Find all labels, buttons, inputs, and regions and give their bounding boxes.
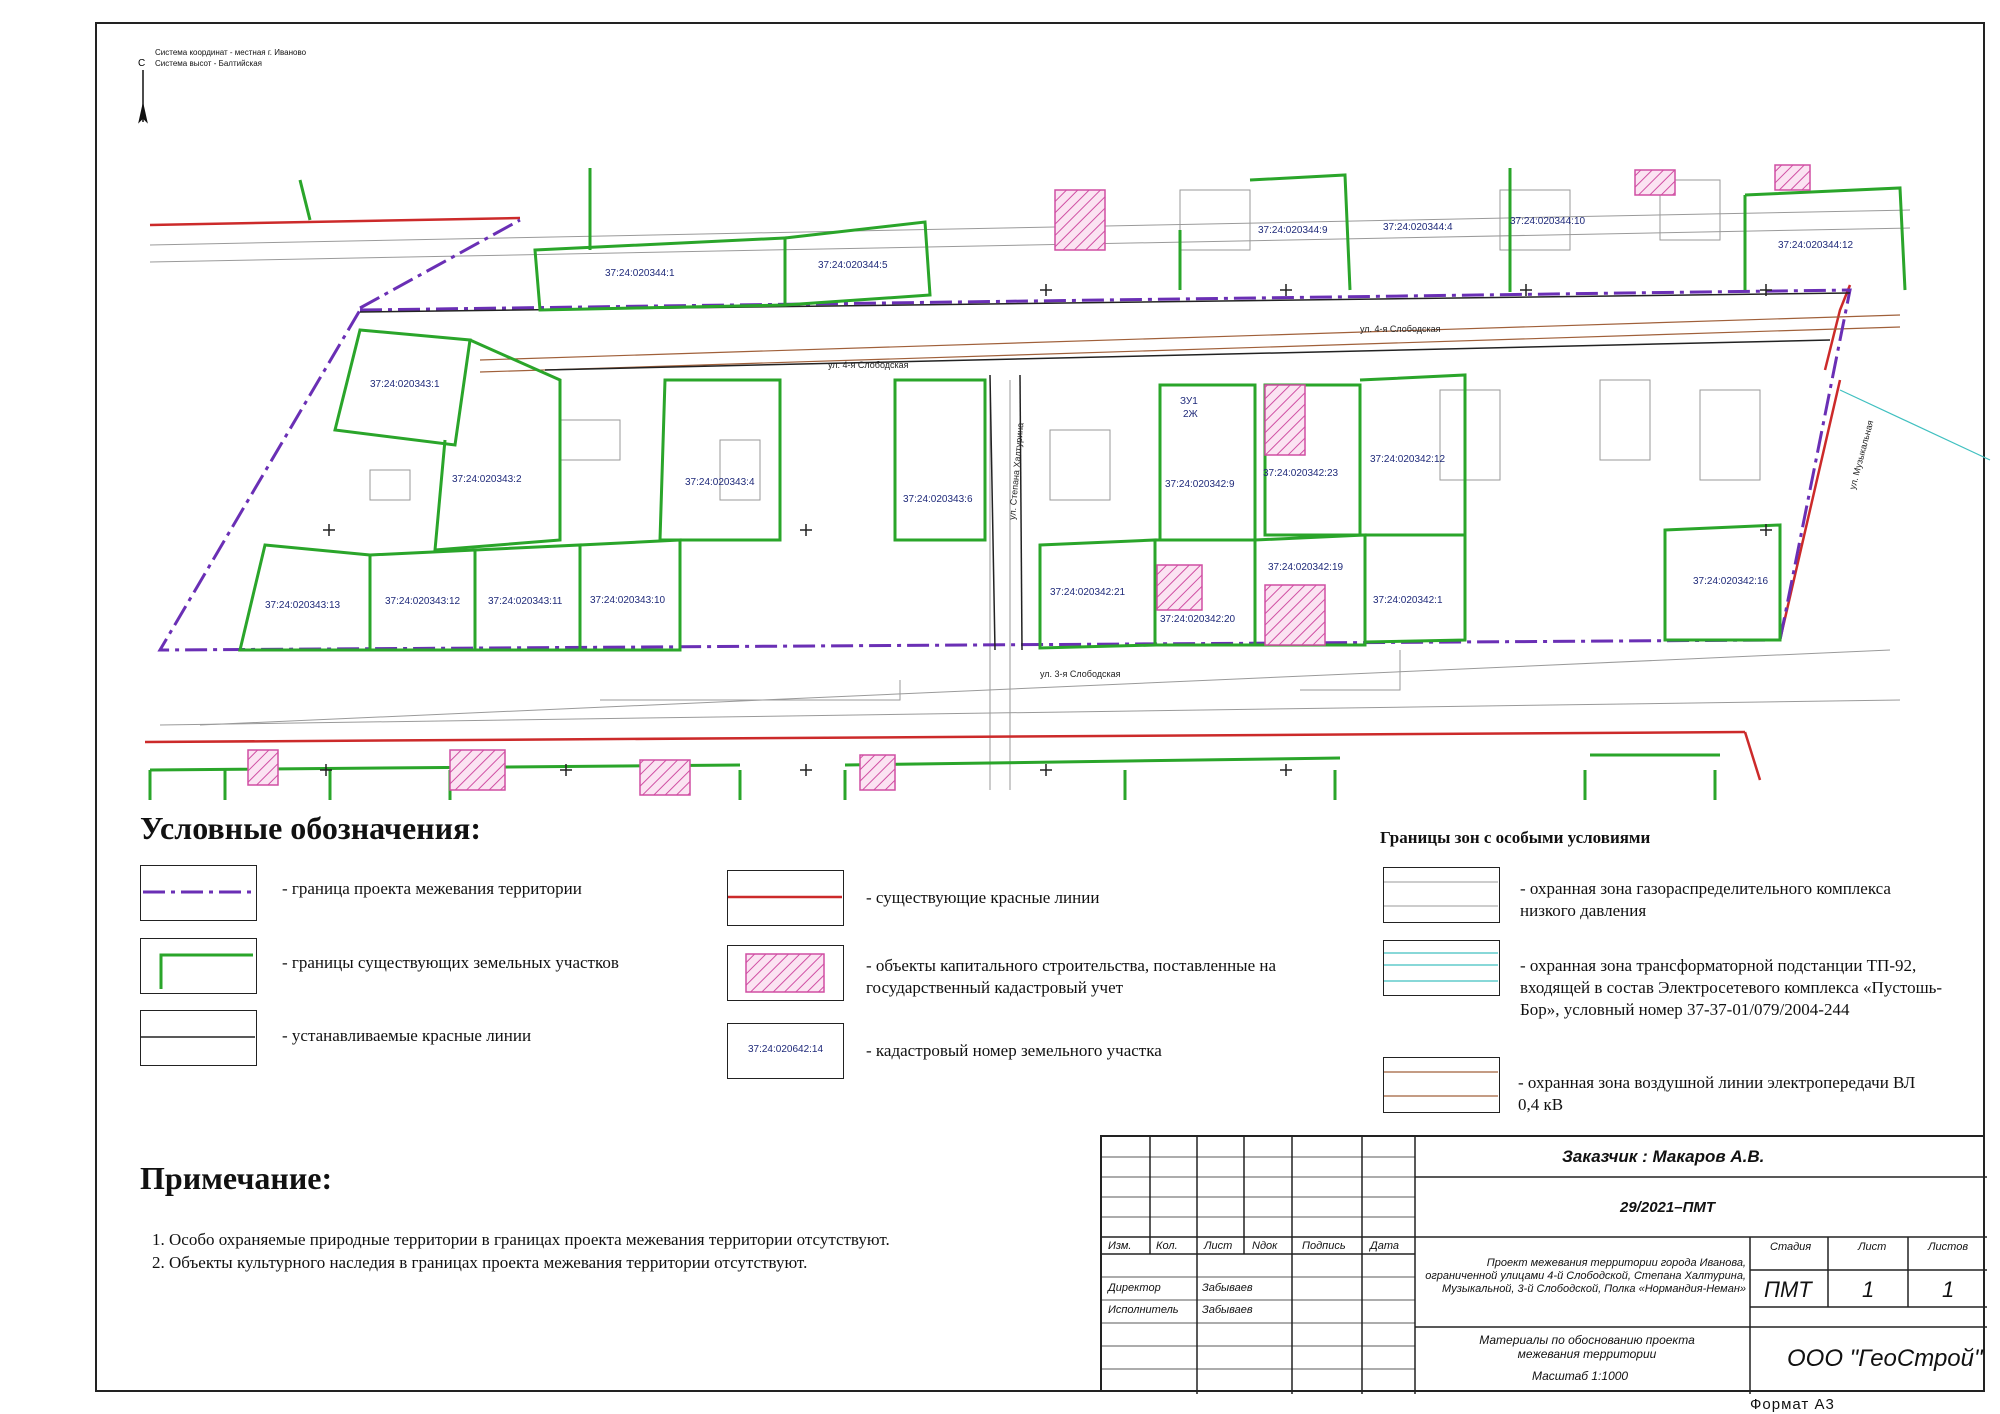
stamp-header: Подпись [1302, 1240, 1346, 1252]
project-code: 29/2021–ПМТ [1620, 1199, 1716, 1216]
stage-label: Стадия [1770, 1241, 1812, 1253]
stage-value: ПМТ [1764, 1277, 1812, 1302]
legend-item-cadastral-number: - кадастровый номер земельного участка [866, 1041, 1162, 1060]
sheet-value: 1 [1862, 1277, 1875, 1302]
plot-label: 37:24:020342:16 [1693, 576, 1769, 587]
project-boundary-2 [360, 220, 520, 308]
sheet-format: Формат А3 [1750, 1396, 1835, 1413]
legend-item-existing-red: - существующие красные линии [866, 888, 1100, 907]
street-label: ул. Степана Халтурина [1007, 422, 1026, 521]
title-block [1100, 1135, 1985, 1392]
legend-item-established-red: - устанавливаемые красные линии [282, 1026, 532, 1045]
zu-label: ЗУ1 [1180, 396, 1198, 407]
sheet-label: Лист [1858, 1241, 1887, 1253]
stamp-header: Лист [1204, 1240, 1233, 1252]
zone-swatch-tp [1383, 940, 1500, 996]
plot-label: 37:24:020342:12 [1370, 454, 1446, 465]
plot-label: 37:24:020342:9 [1165, 479, 1235, 490]
plot-label: 37:24:020342:23 [1263, 468, 1339, 479]
plot-borders [150, 168, 1905, 800]
plot-label: 37:24:020342:20 [1160, 614, 1236, 625]
sheets-value: 1 [1942, 1277, 1955, 1302]
legend-swatch-established-red [140, 1010, 257, 1066]
note-item: 2. Объекты культурного наследия в границах проекта межевания территории отсутствуют. [152, 1253, 808, 1272]
notes-list [152, 1228, 890, 1274]
plot-label: 37:24:020343:11 [488, 596, 563, 607]
plot-label: 37:24:020342:21 [1050, 587, 1126, 598]
legend-swatch-capital-object [727, 945, 844, 1001]
plot-label: 37:24:020344:1 [605, 268, 675, 279]
legend-swatch-plot-border [140, 938, 257, 994]
plot-label: 37:24:020343:12 [385, 596, 461, 607]
plot-label: 37:24:020343:10 [590, 595, 666, 606]
project-title: Проект межевания территории города Иванова, ограниченной улицами 4-й Слободской, Степана Халтурина, Музыкальной, 3-й Слободской, Полка «Нормандия-Неман» [1425, 1257, 1746, 1295]
stamp-header: Дата [1370, 1240, 1400, 1252]
executor-role: Исполнитель [1108, 1304, 1179, 1316]
zu-sub: 2Ж [1183, 409, 1198, 420]
stamp-header: Изм. [1108, 1240, 1132, 1252]
crs-note: Система координат - местная г. Иваново [155, 48, 307, 57]
company-name: ООО "ГеоСтрой" [1787, 1345, 1983, 1372]
zone-swatch-gas [1383, 867, 1500, 923]
note-item: 1. Особо охраняемые природные территории в границах проекта межевания территории отсутствуют. [152, 1230, 890, 1249]
plot-label: 37:24:020344:12 [1778, 240, 1854, 251]
zone-item-vl: - охранная зона воздушной линии электропередачи ВЛ 0,4 кВ [1518, 1073, 1916, 1114]
materials-title: Материалы по обоснованию проекта межевания территории [1479, 1333, 1695, 1361]
north-arrow [139, 70, 147, 122]
plot-label: 37:24:020344:9 [1258, 225, 1328, 236]
street-label: ул. 4-я Слободская [828, 360, 909, 370]
zone-item-tp: - охранная зона трансформаторной подстанции ТП-92, входящей в состав Электросетевого комплекса «Пустошь-Бор», условный номер 37-37-01/079/2004-244 [1520, 956, 1943, 1019]
plot-label: 37:24:020344:4 [1383, 222, 1453, 233]
legend-swatch-project-border [140, 865, 257, 921]
legend-cadastral-sample: 37:24:020642:14 [747, 1044, 824, 1055]
plot-label: 37:24:020343:4 [685, 477, 755, 488]
plot-label: 37:24:020343:6 [903, 494, 973, 505]
street-label: ул. 4-я Слободская [1360, 324, 1441, 334]
plot-label: 37:24:020343:13 [265, 600, 341, 611]
zone-item-gas: - охранная зона газораспределительного комплекса низкого давления [1520, 879, 1891, 920]
scale-label: Масштаб 1:1000 [1532, 1369, 1629, 1383]
legend-title: Условные обозначения: [140, 810, 481, 846]
director-name: Забываев [1202, 1282, 1253, 1294]
zone-swatch-vl [1383, 1057, 1500, 1113]
plot-label: 37:24:020342:19 [1268, 562, 1344, 573]
stamp-header: Nдок [1252, 1240, 1278, 1252]
height-system-note: Система высот - Балтийская [155, 59, 263, 68]
plot-label: 37:24:020343:2 [452, 474, 522, 485]
legend-swatch-cadastral-number [727, 1023, 844, 1079]
notes-title: Примечание: [140, 1160, 333, 1196]
zones-title: Границы зон с особыми условиями [1380, 828, 1651, 847]
legend-swatch-existing-red [727, 870, 844, 926]
executor-name: Забываев [1202, 1304, 1253, 1316]
plot-label: 37:24:020344:10 [1510, 216, 1586, 227]
base-topography [150, 180, 1910, 790]
north-letter: С [138, 58, 146, 69]
plot-label: 37:24:020343:1 [370, 379, 440, 390]
legend-item-project-border: - граница проекта межевания территории [282, 879, 582, 898]
plot-labels [265, 216, 1854, 625]
legend-item-capital-object: - объекты капитального строительства, поставленные на государственный кадастровый учет [866, 956, 1277, 997]
plot-label: 37:24:020344:5 [818, 260, 888, 271]
street-label: ул. Музыкальная [1847, 419, 1876, 491]
director-role: Директор [1108, 1282, 1161, 1294]
legend-item-plot-border: - границы существующих земельных участков [282, 953, 619, 972]
street-label: ул. 3-я Слободская [1040, 669, 1121, 679]
plot-label: 37:24:020342:1 [1373, 595, 1443, 606]
customer: Заказчик : Макаров А.В. [1562, 1147, 1765, 1166]
stamp-header: Кол. [1156, 1240, 1178, 1252]
sheets-label: Листов [1928, 1241, 1969, 1253]
